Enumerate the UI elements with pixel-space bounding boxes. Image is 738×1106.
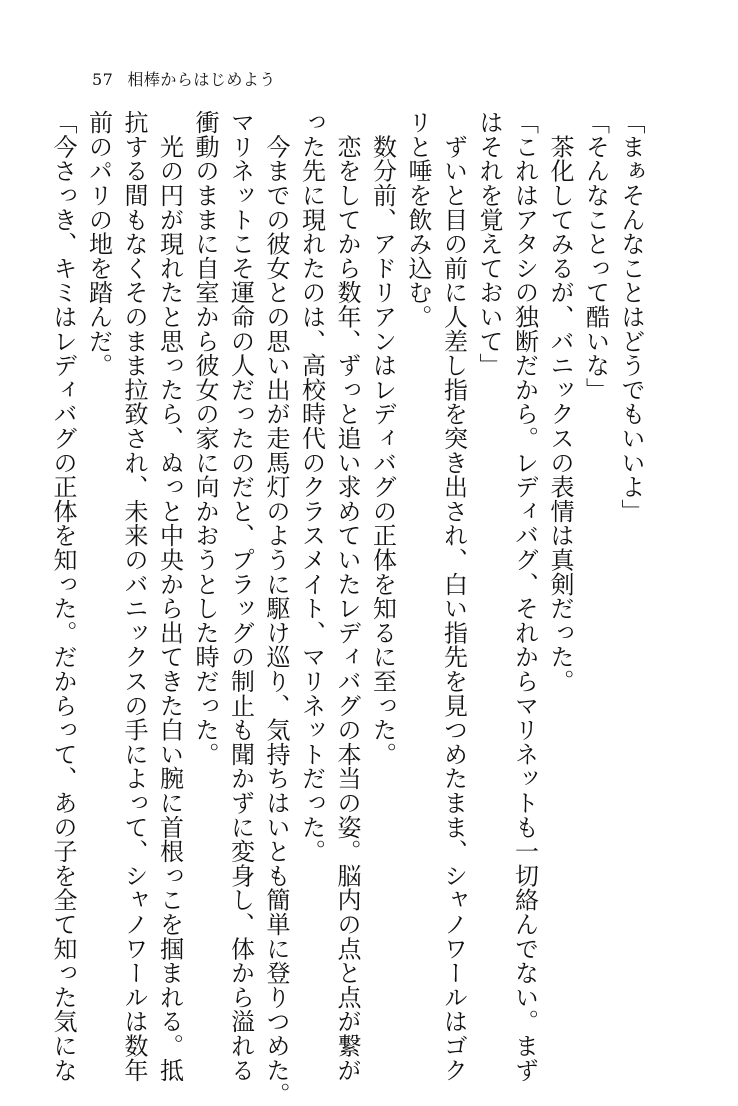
running-title: 相棒からはじめよう (127, 70, 276, 89)
text-line: 茶化してみるが、バニックスの表情は真剣だった。 (546, 110, 574, 694)
text-line: リと唾を飲み込む。 (404, 110, 432, 329)
text-line: 「今さっき、キミはレディバグの正体を知った。だからって、あの子を全て知った気にな (49, 110, 77, 1082)
text-line: 数分前、アドリアンはレディバグの正体を知るに至った。 (368, 110, 397, 767)
text-line: 今までの彼女との思い出が走馬灯のように駆け巡り、気持ちはいとも簡単に登りつめた。 (262, 110, 290, 1106)
text-line: はそれを覚えておいて」 (475, 110, 503, 378)
text-line: 恋をしてから数年、ずっと追い求めていたレディバグの本当の姿。脳内の点と点が繋が (333, 110, 361, 1082)
text-line: 前のパリの地を踏んだ。 (84, 110, 113, 378)
page-header (92, 68, 276, 92)
text-line: 「これはアタシの独断だから。レディバグ、それからマリネットも一切絡んでない。まず (510, 110, 539, 1082)
text-columns (49, 110, 645, 1106)
text-line: ずいと目の前に人差し指を突き出され、白い指先を見つめたまま、シャノワールはゴク (439, 110, 468, 1082)
vertical-text-block (49, 110, 645, 1106)
page-number: 57 (92, 70, 114, 89)
text-line: 衝動のままに自室から彼女の家に向かおうとした時だった。 (191, 110, 219, 767)
text-line: 抗する間もなくそのまま拉致され、未来のバニックスの手によって、シャノワールは数年 (120, 110, 148, 1082)
text-line: った先に現れたのは、高校時代のクラスメイト、マリネットだった。 (297, 110, 326, 864)
text-line: 光の円が現れたと思ったら、ぬっと中央から出てきた白い腕に首根っこを掴まれる。抵 (155, 110, 184, 1082)
text-line: 「まぁそんなことはどうでもいいよ」 (617, 110, 645, 524)
text-line: 「そんなことって酷いな」 (581, 110, 610, 402)
text-line: マリネットこそ運命の人だったのだと、プラッグの制止も聞かずに変身し、体から溢れる (226, 110, 255, 1082)
